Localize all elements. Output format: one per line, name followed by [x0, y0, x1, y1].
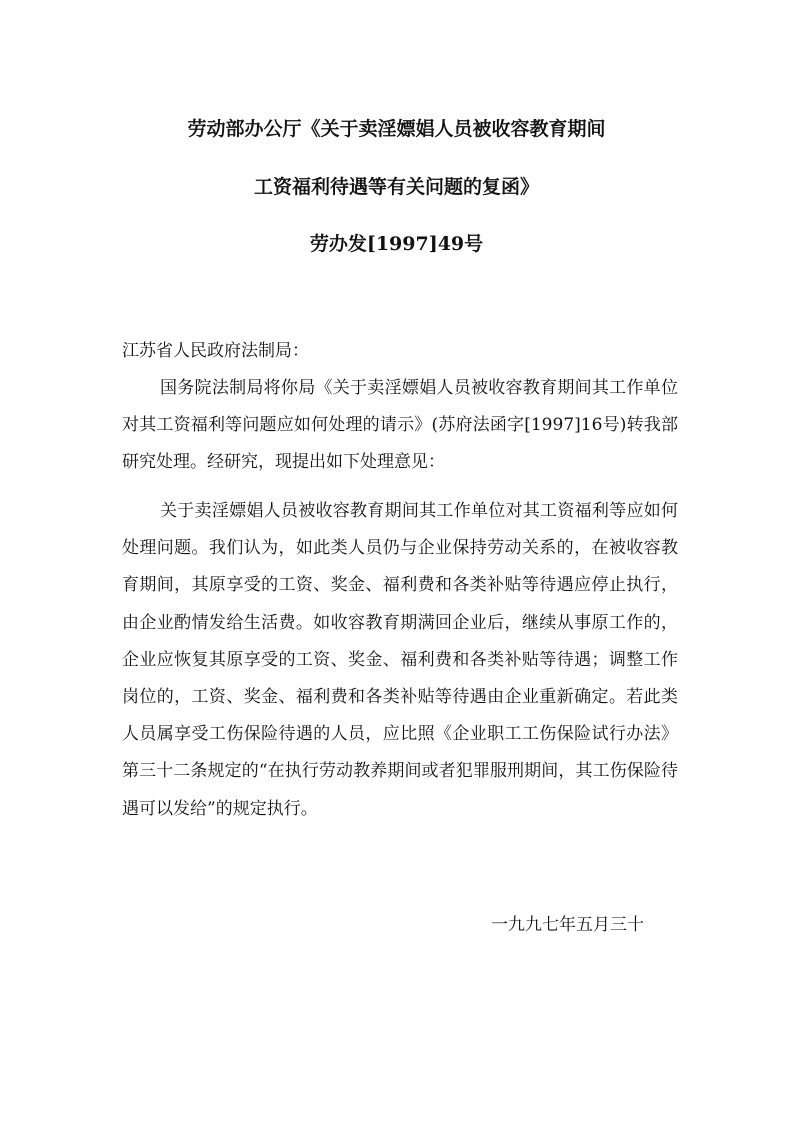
issue-date: 一九九七年五月三十 — [491, 915, 644, 935]
title-line-2: 工资福利待遇等有关问题的复函》 — [253, 176, 539, 198]
addressee: 江苏省人民政府法制局： — [122, 341, 309, 361]
document-number: 劳办发[1997]49号 — [309, 233, 484, 255]
title-line-1: 劳动部办公厅《关于卖淫嫖娼人员被收容教育期间 — [187, 118, 606, 140]
body-paragraph-1: 国务院法制局将你局《关于卖淫嫖娼人员被收容教育期间其工作单位对其工资福利等问题应如何处理的请示》(苏府法函字[1997]16号)转我部研究处理。经研究，现提出如下处理意见： — [122, 378, 678, 473]
body-paragraph-2: 关于卖淫嫖娼人员被收容教育期间其工作单位对其工资福利等应如何处理问题。我们认为，如此类人员仍与企业保持劳动关系的，在被收容教育期间，其原享受的工资、奖金、福利费和各类补贴等待遇应停止执行，由企业酌情发给生活费。如收容教育期满回企业后，继续从事原工作的，企业应恢复其原享受的工资、奖金、福利费和各类补贴等待遇；调整工作岗位的，工资、奖金、福利费和各类补贴等待遇由企业重新确定。若此类人员属享受工伤保险待遇的人员，应比照《企业职工工伤保险试行办法》第三十二条规定的“在执行劳动教养期间或者犯罪服刑期间，其工伤保险待遇可以发给”的规定执行。 — [122, 501, 678, 819]
